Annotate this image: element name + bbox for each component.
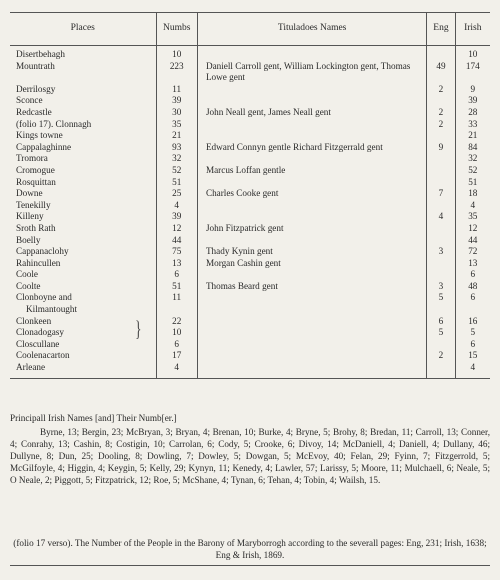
table-row: [10, 235, 490, 247]
cell-place: [10, 235, 156, 247]
cell-eng: [427, 188, 455, 200]
cell-place: [10, 223, 156, 235]
table-row: [10, 223, 490, 235]
cell-irish: [455, 281, 490, 293]
cell-names: [197, 119, 426, 131]
cell-place: [10, 339, 156, 351]
table-row: [10, 165, 490, 177]
cell-irish-text: 84: [468, 141, 478, 152]
cell-names-text: John Fitzpatrick gent: [205, 222, 284, 233]
cell-irish: [455, 339, 490, 351]
cell-eng-text: 2: [438, 350, 444, 361]
cell-numbs: [156, 119, 197, 131]
cell-irish: [455, 304, 490, 316]
cell-place: [10, 153, 156, 165]
cell-place: [10, 200, 156, 212]
principal-names-list: Byrne, 13; Bergin, 23; McBryan, 3; Bryan, 4; Brenan, 10; Burke, 4; Bryne, 5; Brohy, 8; Bredan, 11; Carroll, 13; Conner, 4; Conrahy, 13; Cashin, 8; Costigin, 10; Carrolan, 6; Cody, 5; Crooke, 6; Divoy, 14; McDaniell, 4; Daniell, 4; Dullany, 46; Dullyne, 8; Dun, 25; Dooling, 8; Dowling, 7; Dowley, 5; Dowgan, 5; McEvoy, 40; Felan, 29; Fyinn, 7; Fitzgerrold, 5; McGilfoyle, 4; Higgin, 4; Keygin, 5; Kelly, 29; Kynyn, 11; Kenedy, 4; Lawler, 57; Larissy, 5; Moore, 11; Mulchaell, 6; Neale, 5; O Neale, 2; Piggott, 5; Fitzpatrick, 12; Roe, 5; McShane, 4; Tynan, 6; Tehan, 4; Tobin, 4; Wailsh, 15.: [10, 427, 490, 486]
cell-place-text: Downe: [16, 188, 43, 199]
table-row: [10, 200, 490, 212]
cell-irish-text: 51: [468, 176, 478, 187]
table-row: [10, 327, 490, 339]
cell-irish: [455, 269, 490, 281]
cell-place-text: Coole: [16, 269, 38, 280]
cell-numbs-text: 4: [174, 199, 180, 210]
cell-irish: [455, 95, 490, 107]
cell-numbs: [156, 46, 197, 61]
table-row: [10, 339, 490, 351]
cell-numbs-text: 32: [172, 153, 182, 164]
cell-numbs: [156, 269, 197, 281]
cell-place-text: Kings towne: [16, 130, 63, 141]
cell-eng-text: 4: [438, 211, 444, 222]
cell-eng-text: 5: [438, 292, 444, 303]
table-row: [10, 304, 490, 316]
cell-irish: [455, 84, 490, 96]
cell-names-text: Daniell Carroll gent, William Lockington gent, Thomas Lowe gent: [205, 60, 411, 83]
cell-names-text: John Neall gent, James Neall gent: [205, 106, 331, 117]
cell-place: [10, 304, 156, 316]
cell-place-text: Derrilosgy: [16, 83, 56, 94]
cell-numbs: [156, 327, 197, 339]
cell-irish: [455, 246, 490, 258]
cell-numbs-text: 11: [172, 292, 182, 303]
cell-numbs-text: 44: [172, 234, 182, 245]
cell-irish: [455, 200, 490, 212]
cell-names: [197, 350, 426, 362]
header-places: Places: [10, 13, 156, 46]
cell-irish: [455, 211, 490, 223]
cell-numbs: [156, 130, 197, 142]
cell-place-text: Sconce: [16, 95, 43, 106]
table-row: [10, 362, 490, 378]
cell-numbs-text: 10: [172, 49, 182, 59]
table-row: [10, 130, 490, 142]
cell-numbs-text: 13: [172, 257, 182, 268]
cell-numbs: [156, 142, 197, 154]
cell-irish-text: 16: [468, 315, 478, 326]
cell-eng: [427, 61, 455, 84]
cell-place: [10, 165, 156, 177]
cell-eng: [427, 292, 455, 304]
cell-eng-text: 7: [438, 188, 444, 199]
cell-irish: [455, 61, 490, 84]
table-row: [10, 84, 490, 96]
bottom-rule: [10, 565, 490, 566]
cell-numbs-text: 93: [172, 141, 182, 152]
cell-numbs: [156, 153, 197, 165]
cell-names: [197, 142, 426, 154]
cell-irish: [455, 107, 490, 119]
cell-names: [197, 223, 426, 235]
cell-eng-text: 3: [438, 280, 444, 291]
cell-numbs: [156, 95, 197, 107]
cell-numbs: [156, 292, 197, 304]
cell-place: [10, 119, 156, 131]
cell-names-text: Thomas Beard gent: [205, 280, 278, 291]
cell-eng: [427, 339, 455, 351]
cell-place: [10, 188, 156, 200]
cell-eng: [427, 200, 455, 212]
cell-numbs: [156, 200, 197, 212]
cell-irish: [455, 119, 490, 131]
cell-eng: [427, 327, 455, 339]
cell-place: [10, 316, 156, 328]
cell-place: [10, 258, 156, 270]
cell-names: [197, 165, 426, 177]
cell-irish-text: 18: [468, 188, 478, 199]
cell-names: [197, 177, 426, 189]
grouping-brace: }: [135, 316, 142, 341]
cell-eng: [427, 165, 455, 177]
table-row: [10, 211, 490, 223]
cell-names: [197, 246, 426, 258]
cell-names: [197, 153, 426, 165]
cell-numbs: [156, 258, 197, 270]
cell-place-text: Disertbehagh: [16, 49, 65, 59]
cell-names: [197, 327, 426, 339]
cell-eng-text: 5: [438, 327, 444, 338]
cell-numbs-text: 51: [172, 280, 182, 291]
cell-names: [197, 281, 426, 293]
cell-eng-text: 2: [438, 118, 444, 129]
table-row: [10, 142, 490, 154]
census-table: [10, 12, 490, 379]
cell-irish-text: 35: [468, 211, 478, 222]
cell-eng: [427, 223, 455, 235]
cell-place-text: Cromogue: [16, 164, 55, 175]
cell-irish-text: 4: [470, 199, 476, 210]
cell-eng-text: 49: [436, 60, 446, 71]
cell-names-text: Morgan Cashin gent: [205, 257, 281, 268]
cell-irish: [455, 292, 490, 304]
cell-place: [10, 61, 156, 84]
cell-place-text: Mountrath: [16, 60, 55, 71]
cell-place: [10, 84, 156, 96]
cell-irish-text: 72: [468, 246, 478, 257]
table-row: [10, 246, 490, 258]
cell-irish-text: 5: [470, 327, 476, 338]
cell-eng: [427, 84, 455, 96]
cell-irish-text: 10: [468, 49, 478, 59]
cell-numbs: [156, 211, 197, 223]
cell-names: [197, 46, 426, 61]
cell-names: [197, 362, 426, 378]
cell-numbs: [156, 350, 197, 362]
cell-eng: [427, 235, 455, 247]
cell-numbs: [156, 165, 197, 177]
cell-eng: [427, 95, 455, 107]
table-body: [10, 46, 490, 379]
cell-irish-text: 32: [468, 153, 478, 164]
table-row: [10, 119, 490, 131]
cell-place: [10, 130, 156, 142]
cell-names: [197, 269, 426, 281]
cell-names: [197, 304, 426, 316]
cell-names: [197, 95, 426, 107]
cell-place-text: Boelly: [16, 234, 41, 245]
cell-names: [197, 84, 426, 96]
cell-numbs-text: 75: [172, 246, 182, 257]
cell-irish-text: 6: [470, 338, 476, 349]
cell-irish-text: 28: [468, 106, 478, 117]
table-row: [10, 292, 490, 304]
cell-numbs-text: 35: [172, 118, 182, 129]
cell-names: [197, 200, 426, 212]
cell-irish-text: 4: [470, 362, 476, 373]
cell-place-text: Clonboyne and: [16, 292, 72, 303]
table-row: [10, 107, 490, 119]
cell-names: [197, 235, 426, 247]
cell-place: [10, 362, 156, 378]
cell-numbs: [156, 107, 197, 119]
cell-numbs-text: 223: [169, 60, 184, 71]
cell-numbs: [156, 61, 197, 84]
cell-irish: [455, 142, 490, 154]
cell-eng: [427, 316, 455, 328]
cell-eng: [427, 246, 455, 258]
cell-place: [10, 211, 156, 223]
cell-irish: [455, 258, 490, 270]
cell-numbs-text: 11: [172, 83, 182, 94]
cell-names: [197, 130, 426, 142]
cell-eng: [427, 304, 455, 316]
cell-eng-text: 9: [438, 141, 444, 152]
cell-place-text: Cappalaghinne: [16, 141, 72, 152]
cell-names-text: Thady Kynin gent: [205, 246, 273, 257]
cell-numbs-text: 10: [172, 327, 182, 338]
cell-irish-text: 39: [468, 95, 478, 106]
cell-irish: [455, 165, 490, 177]
cell-place-text: Coolenacarton: [16, 350, 70, 361]
cell-numbs-text: 39: [172, 211, 182, 222]
cell-place-text: Cappanaclohy: [16, 246, 69, 257]
cell-place-text: (folio 17). Clonnagh: [16, 118, 92, 129]
principal-names-title: Principall Irish Names [and] Their Numb[er.]: [10, 413, 177, 423]
cell-numbs: [156, 177, 197, 189]
cell-place-text: Closcullane: [16, 338, 60, 349]
table-row: [10, 177, 490, 189]
table-row: [10, 350, 490, 362]
cell-irish-text: 52: [468, 164, 478, 175]
cell-place-text: Coolte: [16, 280, 41, 291]
table-row: [10, 281, 490, 293]
cell-names: [197, 258, 426, 270]
cell-names: [197, 61, 426, 84]
cell-eng: [427, 258, 455, 270]
cell-numbs: [156, 235, 197, 247]
cell-irish: [455, 153, 490, 165]
cell-irish-text: 48: [468, 280, 478, 291]
cell-numbs: [156, 316, 197, 328]
cell-eng: [427, 142, 455, 154]
cell-numbs: [156, 281, 197, 293]
cell-eng: [427, 107, 455, 119]
cell-irish-text: 6: [470, 269, 476, 280]
cell-irish: [455, 177, 490, 189]
cell-eng-text: 3: [438, 246, 444, 257]
table-header-row: [10, 13, 490, 46]
cell-irish-text: 9: [470, 83, 476, 94]
cell-irish: [455, 130, 490, 142]
cell-numbs-text: 4: [174, 362, 180, 373]
cell-names: [197, 107, 426, 119]
cell-names: [197, 339, 426, 351]
cell-numbs-text: 39: [172, 95, 182, 106]
cell-irish: [455, 235, 490, 247]
cell-irish: [455, 46, 490, 61]
header-irish: Irish: [455, 13, 490, 46]
cell-place: [10, 95, 156, 107]
cell-eng: [427, 46, 455, 61]
cell-place-text: Tenekilly: [16, 199, 51, 210]
cell-numbs-text: 30: [172, 106, 182, 117]
cell-numbs-text: 52: [172, 164, 182, 175]
cell-irish-text: 12: [468, 222, 478, 233]
cell-place-text: Sroth Rath: [16, 222, 56, 233]
cell-irish-text: 15: [468, 350, 478, 361]
cell-names: [197, 316, 426, 328]
cell-numbs-text: 21: [172, 130, 182, 141]
cell-numbs-text: 22: [172, 315, 182, 326]
header-numbs: Numbs: [156, 13, 197, 46]
cell-irish-text: 21: [468, 130, 478, 141]
cell-place: [10, 46, 156, 61]
cell-numbs: [156, 84, 197, 96]
cell-irish-text: 6: [470, 292, 476, 303]
cell-eng: [427, 362, 455, 378]
table-row: [10, 316, 490, 328]
cell-irish-text: 33: [468, 118, 478, 129]
table-row: [10, 61, 490, 84]
cell-numbs-text: 6: [174, 269, 180, 280]
cell-eng: [427, 350, 455, 362]
cell-place-text: Tromora: [16, 153, 48, 164]
cell-eng-text: 2: [438, 106, 444, 117]
cell-place-text: Kilmantought: [26, 304, 78, 315]
barony-total-note: (folio 17 verso). The Number of the People in the Barony of Maryborrogh according to the severall pages: Eng, 231; Irish, 1638; Eng & Irish, 1869.: [13, 538, 487, 561]
cell-names-text: Charles Cooke gent: [205, 188, 279, 199]
header-eng: Eng: [427, 13, 455, 46]
cell-eng: [427, 177, 455, 189]
cell-irish: [455, 316, 490, 328]
table-row: [10, 95, 490, 107]
cell-place-text: Rahincullen: [16, 257, 61, 268]
header-titulados: Tituladoes Names: [197, 13, 426, 46]
cell-names: [197, 188, 426, 200]
cell-irish: [455, 327, 490, 339]
cell-place: [10, 350, 156, 362]
cell-numbs-text: 51: [172, 176, 182, 187]
cell-eng: [427, 211, 455, 223]
cell-numbs-text: 25: [172, 188, 182, 199]
cell-place: [10, 246, 156, 258]
cell-numbs: [156, 223, 197, 235]
cell-numbs: [156, 246, 197, 258]
table-row: [10, 258, 490, 270]
cell-place-text: Clonkeen: [16, 315, 52, 326]
cell-irish-text: 13: [468, 257, 478, 268]
cell-place: [10, 269, 156, 281]
cell-eng: [427, 130, 455, 142]
cell-names: [197, 211, 426, 223]
table-row: [10, 269, 490, 281]
cell-place-text: Rosquittan: [16, 176, 56, 187]
cell-names: [197, 292, 426, 304]
cell-eng-text: 6: [438, 315, 444, 326]
cell-eng-text: 2: [438, 83, 444, 94]
cell-place-text: Clonadogasy: [16, 327, 64, 338]
cell-irish-text: 174: [465, 60, 480, 71]
cell-irish: [455, 223, 490, 235]
cell-place: [10, 292, 156, 304]
table-row: [10, 153, 490, 165]
cell-place: [10, 142, 156, 154]
cell-irish: [455, 350, 490, 362]
table-row: [10, 46, 490, 61]
cell-eng: [427, 281, 455, 293]
cell-place: [10, 327, 156, 339]
cell-numbs-text: 12: [172, 222, 182, 233]
cell-numbs: [156, 362, 197, 378]
cell-numbs: [156, 304, 197, 316]
cell-numbs-text: 6: [174, 338, 180, 349]
cell-irish-text: 44: [468, 234, 478, 245]
cell-eng: [427, 153, 455, 165]
cell-numbs-text: 17: [172, 350, 182, 361]
cell-place: [10, 107, 156, 119]
cell-place: [10, 281, 156, 293]
cell-irish: [455, 362, 490, 378]
cell-eng: [427, 269, 455, 281]
cell-place-text: Arleane: [16, 362, 46, 373]
cell-irish: [455, 188, 490, 200]
cell-names-text: Edward Connyn gentle Richard Fitzgerrald gent: [205, 141, 383, 152]
cell-place-text: Redcastle: [16, 106, 52, 117]
cell-place-text: Killeny: [16, 211, 44, 222]
cell-numbs: [156, 188, 197, 200]
cell-numbs: [156, 339, 197, 351]
cell-place: [10, 177, 156, 189]
cell-names-text: Marcus Loffan gentle: [205, 164, 286, 175]
table-row: [10, 188, 490, 200]
cell-eng: [427, 119, 455, 131]
